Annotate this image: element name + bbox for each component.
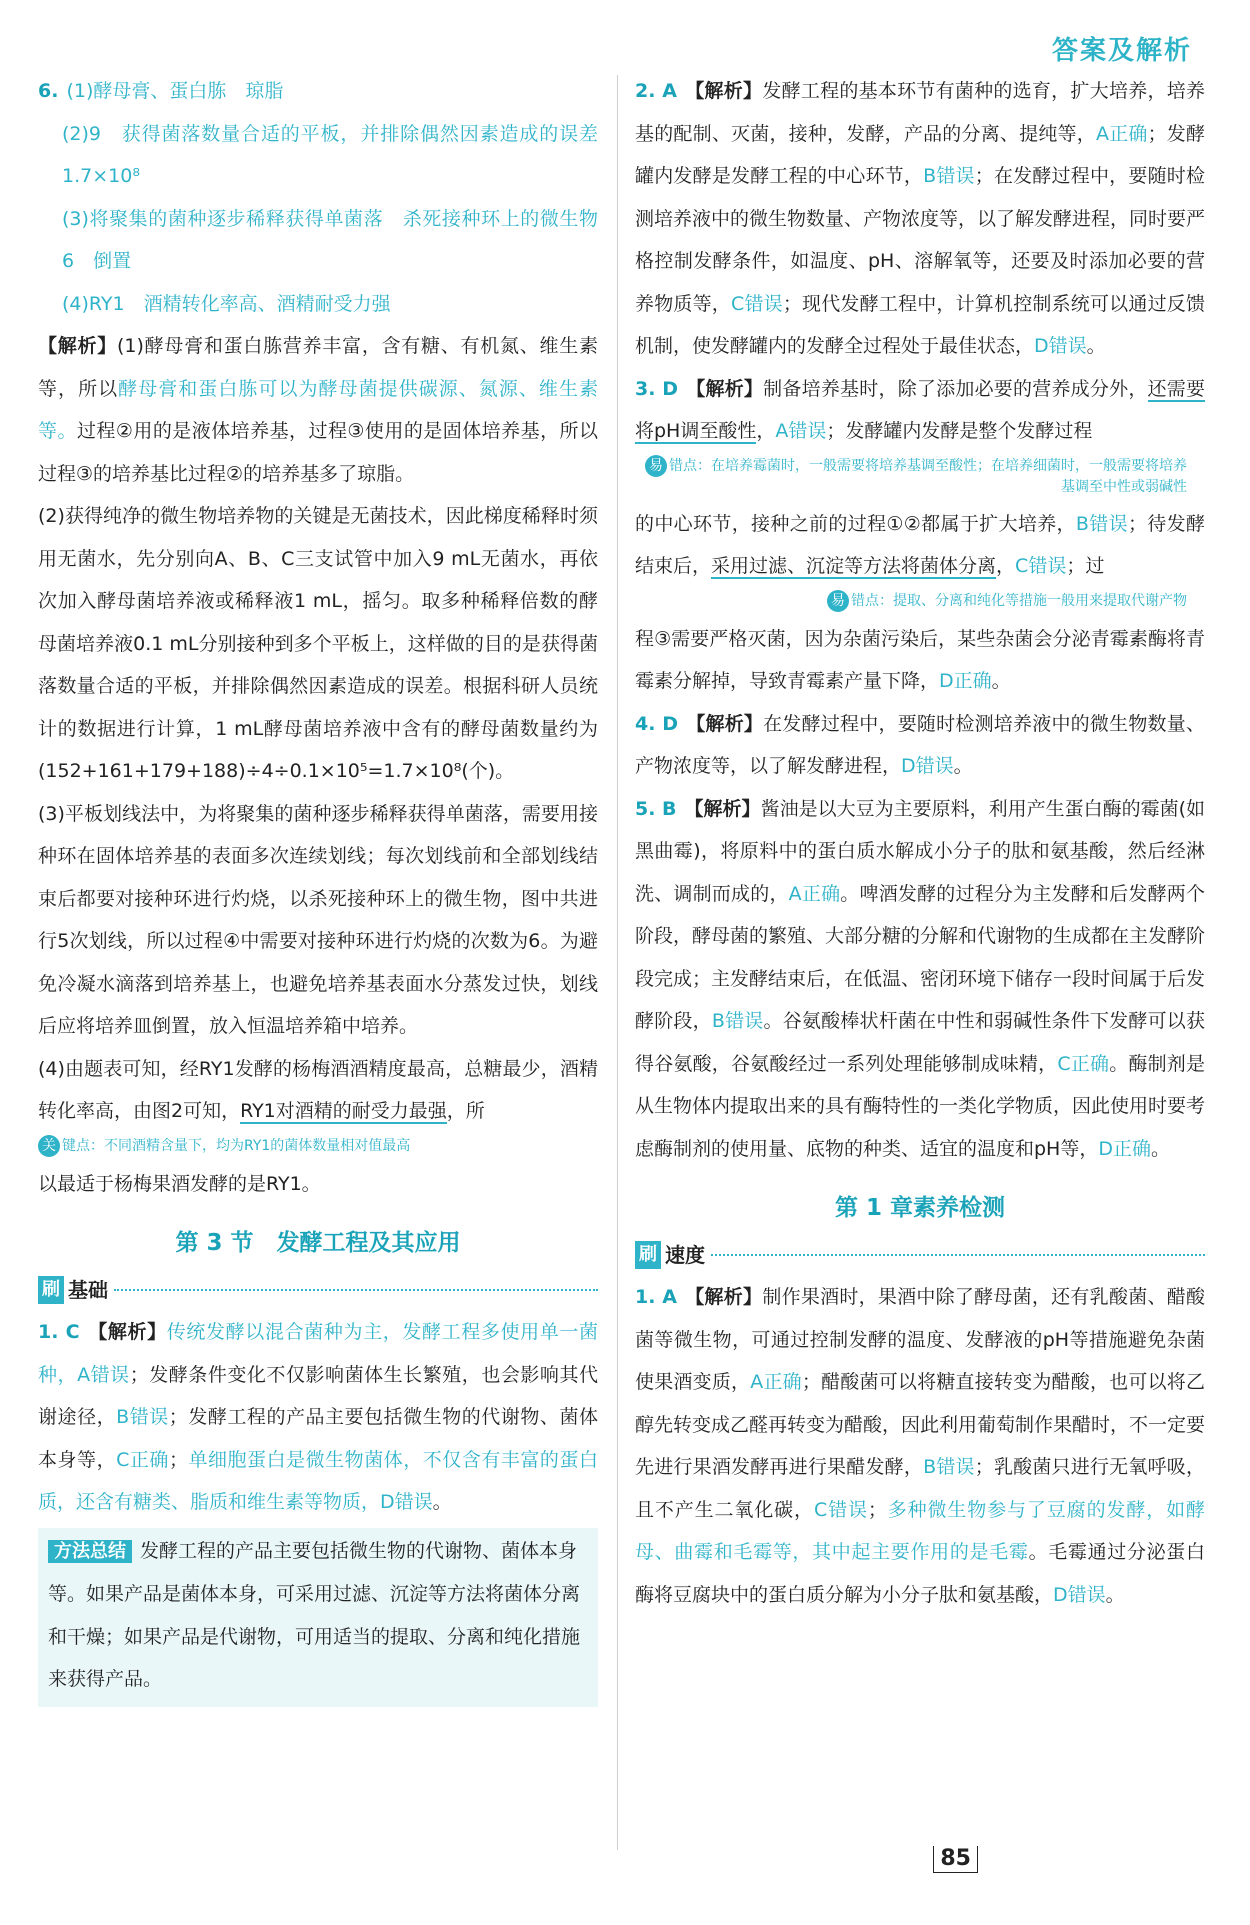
- q6-answer-4: (4)RY1 酒精转化率高、酒精耐受力强: [62, 292, 391, 315]
- q3-analysis-2: 的中心环节，接种之前的过程①②都属于扩大培养，B错误；待发酵结束后，采用过滤、沉淀等方法将菌体分离，C错误；过: [635, 512, 1205, 577]
- q6-answer-3: (3)将聚集的菌种逐步稀释获得单菌落 杀死接种环上的微生物 6 倒置: [62, 207, 618, 272]
- method-summary-label: 方法总结: [48, 1540, 132, 1563]
- error-point-note-2: 易 错点：提取、分离和纯化等措施一般用来提取代谢产物: [635, 588, 1205, 618]
- section-title-3: 第 3 节 发酵工程及其应用: [175, 1230, 461, 1256]
- error-point-badge: 易: [645, 455, 667, 477]
- bar-badge: 刷: [635, 1241, 661, 1269]
- error-point-note-1: 易 错点：在培养霉菌时，一般需要将培养基调至酸性；在培养细菌时，一般需要将培养基调至中性或弱碱性: [635, 453, 1205, 503]
- q1-analysis: 1. C 【解析】传统发酵以混合菌种为主，发酵工程多使用单一菌种，A错误；发酵条件变化不仅影响菌体生长繁殖，也会影响其代谢途径，B错误；发酵工程的产品主要包括微生物的代谢物、菌体本身等，C正确；单细胞蛋白是微生物菌体，不仅含有丰富的蛋白质，还含有糖类、脂质和维生素等物质，D错误。: [38, 1321, 598, 1513]
- right-column: [635, 70, 1205, 1616]
- q4-analysis: 4. D 【解析】在发酵过程中，要随时检测培养液中的微生物数量、产物浓度等，以了解发酵进程，D错误。: [635, 712, 1205, 777]
- q6-answer-1: 6. (1)酵母膏、蛋白胨 琼脂: [38, 80, 284, 102]
- bar-badge: 刷: [38, 1276, 64, 1304]
- basics-bar: 刷 基础: [38, 1273, 598, 1307]
- q3-analysis-3: 程③需要严格灭菌，因为杂菌污染后，某些杂菌会分泌青霉素酶将青霉素分解掉，导致青霉素产量下降，D正确。: [635, 627, 1205, 692]
- key-point-note: 关 键点：不同酒精含量下，均为RY1的菌体数量相对值最高: [38, 1133, 598, 1163]
- left-column: [38, 70, 618, 1707]
- q6-analysis-3: (3)平板划线法中，为将聚集的菌种逐步稀释获得单菌落，需要用接种环在固体培养基的表面多次连续划线；每次划线前和全部划线结束后都要对接种环进行灼烧，以杀死接种环上的微生物，图中共进行5次划线，所以过程④中需要对接种环进行灼烧的次数为6。为避免冷凝水滴落到培养基上，也避免培养基表面水分蒸发过快，划线后应将培养皿倒置，放入恒温培养箱中培养。: [38, 802, 598, 1037]
- column-divider: [617, 75, 618, 1850]
- r1-analysis: 1. A 【解析】制作果酒时，果酒中除了酵母菌，还有乳酸菌、醋酸菌等微生物，可通过控制发酵的温度、发酵液的pH等措施避免杂菌使果酒变质，A正确；醋酸菌可以将糖直接转变为醋酸，也可以将乙醇先转变成乙醛再转变为醋酸，因此利用葡萄制作果醋时，不一定要先进行果酒发酵再进行果醋发酵，B错误；乳酸菌只进行无氧呼吸，且不产生二氧化碳，C错误；多种微生物参与了豆腐的发酵，如酵母、曲霉和毛霉等，其中起主要作用的是毛霉。毛霉通过分泌蛋白酶将豆腐块中的蛋白质分解为小分子肽和氨基酸，D错误。: [635, 1286, 1206, 1606]
- q6-analysis-4: (4)由题表可知，经RY1发酵的杨梅酒酒精度最高，总糖最少，酒精转化率高，由图2可知，RY1对酒精的耐受力最强，所: [38, 1057, 598, 1122]
- key-point-badge: 关: [38, 1135, 60, 1157]
- q6-analysis-5: 以最适于杨梅果酒发酵的是RY1。: [38, 1172, 321, 1195]
- q5-analysis: 5. B 【解析】酱油是以大豆为主要原料，利用产生蛋白酶的霉菌(如黑曲霉)，将原料中的蛋白质水解成小分子的肽和氨基酸，然后经淋洗、调制而成的，A正确。啤酒发酵的过程分为主发酵和后发酵两个阶段，酵母菌的繁殖、大部分糖的分解和代谢物的生成都在主发酵阶段完成；主发酵结束后，在低温、密闭环境下储存一段时间属于后发酵阶段，B错误。谷氨酸棒状杆菌在中性和弱碱性条件下发酵可以获得谷氨酸，谷氨酸经过一系列处理能够制成味精，C正确。酶制剂是从生物体内提取出来的具有酶特性的一类化学物质，因此使用时要考虑酶制剂的使用量、底物的种类、适宜的温度和pH等，D正确。: [635, 797, 1206, 1160]
- method-summary: 方法总结 发酵工程的产品主要包括微生物的代谢物、菌体本身等。如果产品是菌体本身，可采用过滤、沉淀等方法将菌体分离和干燥；如果产品是代谢物，可用适当的提取、分离和纯化措施来获得产品。: [38, 1528, 598, 1707]
- page-number: 85: [933, 1846, 978, 1873]
- q3-analysis-1: 3. D 【解析】制备培养基时，除了添加必要的营养成分外，还需要将pH调至酸性，A错误；发酵罐内发酵是整个发酵过程: [635, 377, 1205, 442]
- page-header-title: 答案及解析: [1051, 36, 1192, 66]
- q6-answer-2: (2)9 获得菌落数量合适的平板，并排除偶然因素造成的误差 1.7×10⁸: [62, 122, 618, 187]
- q6-analysis-1: 【解析】(1)酵母膏和蛋白胨营养丰富，含有糖、有机氮、维生素等，所以酵母膏和蛋白胨可以为酵母菌提供碳源、氮源、维生素等。过程②用的是液体培养基，过程③使用的是固体培养基，所以过程③的培养基比过程②的培养基多了琼脂。: [38, 335, 598, 485]
- section-title-ch1: 第 1 章素养检测: [834, 1195, 1006, 1221]
- error-point-badge: 易: [827, 590, 849, 612]
- q6-number: 6.: [38, 80, 59, 102]
- speed-bar: 刷 速度: [635, 1238, 1205, 1272]
- q2-analysis: 2. A 【解析】发酵工程的基本环节有菌种的选育，扩大培养，培养基的配制、灭菌，接种，发酵，产品的分离、提纯等，A正确；发酵罐内发酵是发酵工程的中心环节，B错误；在发酵过程中，要随时检测培养液中的微生物数量、产物浓度等，以了解发酵进程，同时要严格控制发酵条件，如温度、pH、溶解氧等，还要及时添加必要的营养物质等，C错误；现代发酵工程中，计算机控制系统可以通过反馈机制，使发酵罐内的发酵全过程处于最佳状态，D错误。: [635, 80, 1206, 357]
- q6-analysis-2: (2)获得纯净的微生物培养物的关键是无菌技术，因此梯度稀释时须用无菌水，先分别向A、B、C三支试管中加入9 mL无菌水，再依次加入酵母菌培养液或稀释液1 mL，摇匀。取多种稀释倍数的酵母菌培养液0.1 mL分别接种到多个平板上，这样做的目的是获得菌落数量合适的平板，并排除偶然因素造成的误差。根据科研人员统计的数据进行计算，1 mL酵母菌培养液中含有的酵母菌数量约为(152+161+179+188)÷4÷0.1×10⁵=1.7×10⁸(个)。: [38, 505, 598, 782]
